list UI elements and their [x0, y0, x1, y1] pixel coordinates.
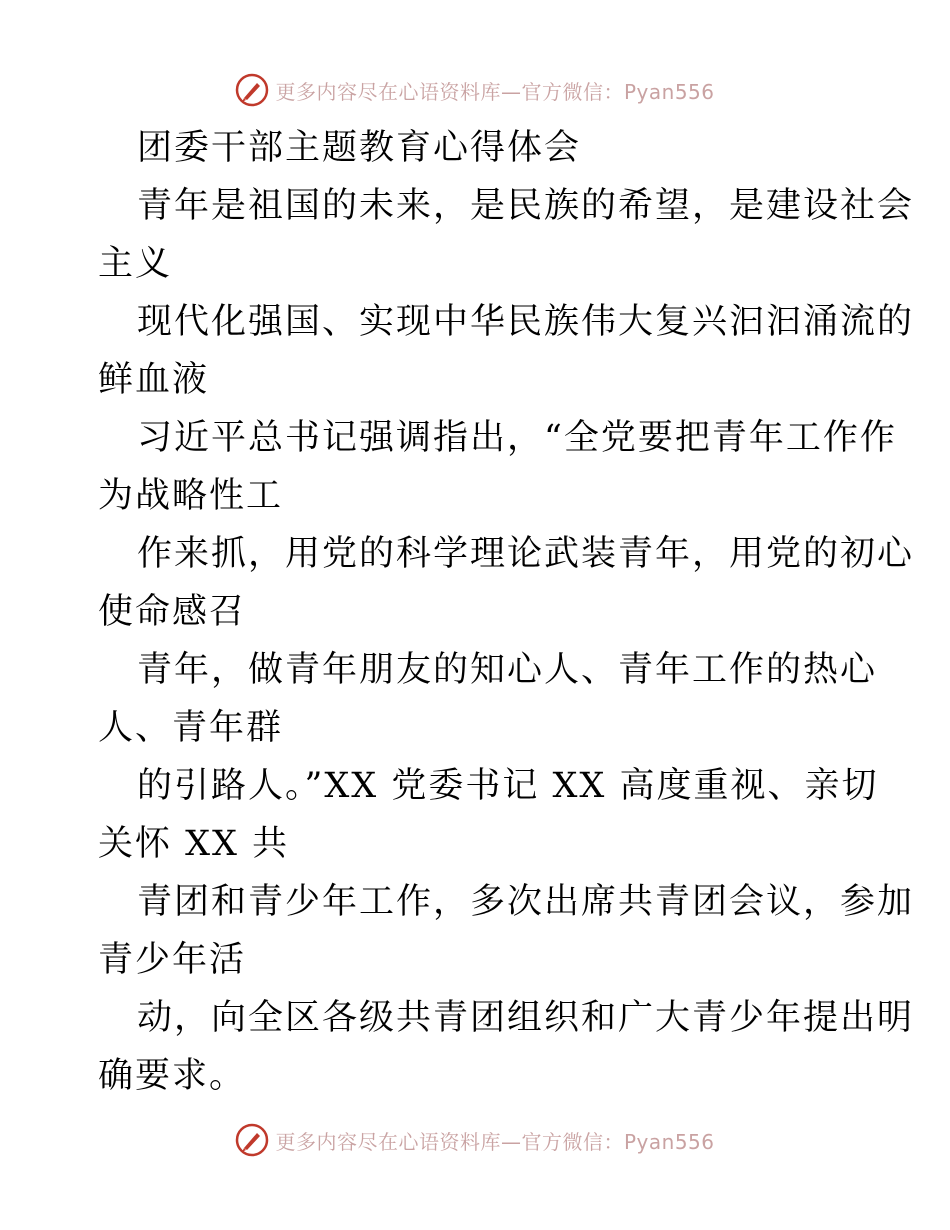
paragraph-line: 青年是祖国的未来，是民族的希望，是建设社会 — [137, 186, 915, 226]
banner-main-text: 更多内容尽在心语资料库—官方微信： — [275, 79, 624, 104]
paragraph-line: 动，向全区各级共青团组织和广大青少年提出明 — [137, 998, 915, 1038]
document-title: 团委干部主题教育心得体会 — [137, 128, 582, 168]
paragraph-line: 关怀 XX 共 — [98, 824, 290, 864]
paragraph-line: 人、青年群 — [98, 708, 284, 748]
paragraph-line: 使命感召 — [98, 592, 247, 632]
banner-wechat-id: Pyan556 — [623, 1129, 715, 1154]
paragraph-line: 主义 — [98, 244, 173, 284]
paragraph-line: 的引路人。”XX 党委书记 XX 高度重视、亲切 — [137, 766, 879, 806]
footer-banner — [0, 1120, 950, 1160]
paragraph-line: 习近平总书记强调指出，“全党要把青年工作作 — [137, 418, 897, 458]
banner-text — [275, 1126, 714, 1155]
paragraph-line: 青年，做青年朋友的知心人、青年工作的热心 — [137, 650, 878, 690]
paragraph-line: 鲜血液 — [98, 360, 210, 400]
quill-pen-logo-icon — [235, 1123, 269, 1157]
paragraph-line: 现代化强国、实现中华民族伟大复兴汩汩涌流的 — [137, 302, 915, 342]
banner-main-text: 更多内容尽在心语资料库—官方微信： — [275, 1129, 624, 1154]
paragraph-line: 确要求。 — [98, 1056, 247, 1096]
paragraph-line: 为战略性工 — [98, 476, 284, 516]
paragraph-line: 青团和青少年工作，多次出席共青团会议，参加 — [137, 882, 915, 922]
quill-pen-logo-icon — [235, 73, 269, 107]
banner-text — [275, 76, 714, 105]
paragraph-line: 青少年活 — [98, 940, 247, 980]
header-banner — [0, 70, 950, 110]
paragraph-line: 作来抓，用党的科学理论武装青年，用党的初心 — [137, 534, 915, 574]
banner-wechat-id: Pyan556 — [623, 79, 715, 104]
